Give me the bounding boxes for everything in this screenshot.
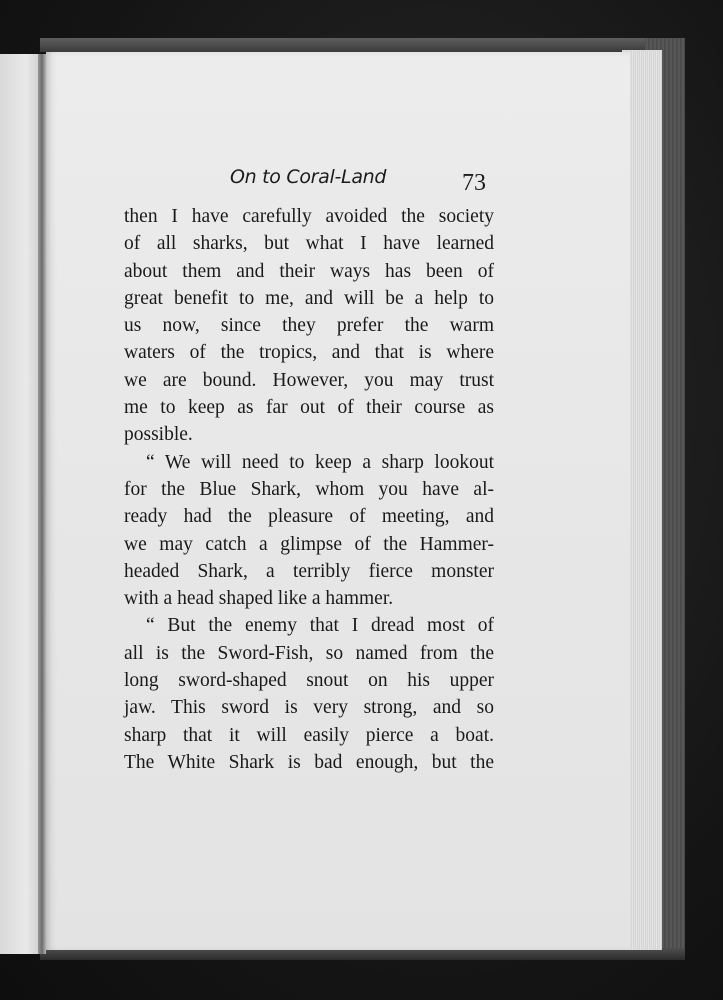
text-line: we are bound. However, you may trust (124, 369, 494, 391)
text-line: possible. (124, 424, 193, 446)
page-number: 73 (462, 170, 486, 196)
text-line: ready had the pleasure of meeting, and (124, 506, 494, 528)
text-line: sharp that it will easily pierce a boat. (124, 724, 494, 746)
text-line: we may catch a glimpse of the Hammer- (124, 533, 494, 555)
book-cover-top-edge (40, 38, 680, 52)
text-line: “ But the enemy that I dread most of (146, 615, 494, 637)
text-line: headed Shark, a terribly fierce monster (124, 560, 494, 582)
text-line: of all sharks, but what I have learned (124, 233, 494, 255)
text-line: great benefit to me, and will be a help to (124, 287, 494, 309)
body-text (124, 203, 494, 776)
text-line: with a head shaped like a hammer. (124, 588, 394, 610)
text-line: The White Shark is bad enough, but the (124, 751, 494, 773)
text-line: waters of the tropics, and that is where (124, 342, 494, 364)
text-line: about them and their ways has been of (124, 260, 494, 282)
text-line: for the Blue Shark, whom you have al- (124, 478, 494, 500)
text-line: “ We will need to keep a sharp lookout (146, 451, 494, 473)
text-line: us now, since they prefer the warm (124, 315, 494, 337)
text-line: long sword-shaped snout on his upper (124, 670, 494, 692)
text-line: jaw. This sword is very strong, and so (124, 697, 494, 719)
text-line: all is the Sword-Fish, so named from the (124, 642, 494, 664)
running-title: On to Coral-Land (230, 166, 387, 188)
text-line: me to keep as far out of their course as (124, 397, 494, 419)
text-line: then I have carefully avoided the society (124, 206, 494, 227)
book-gutter (38, 54, 46, 954)
